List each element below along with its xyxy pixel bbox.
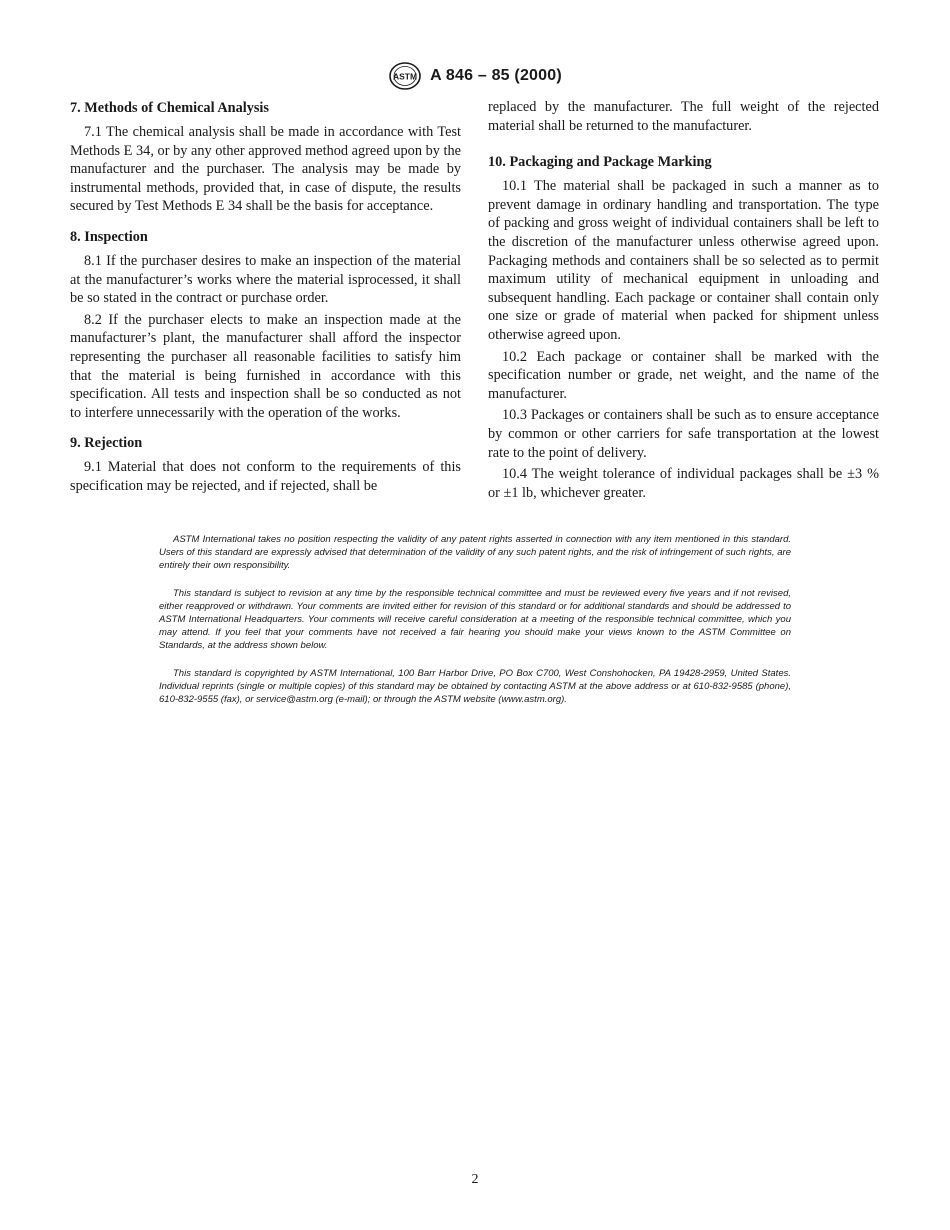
page-number: 2 [471, 1172, 479, 1187]
left-column [70, 98, 461, 496]
section-8-heading: 8. Inspection [70, 228, 148, 245]
paragraph-10-4: 10.4 The weight tolerance of individual packages shall be ±3 % or ±1 lb, whichever greater. [488, 466, 879, 501]
section-10-heading: 10. Packaging and Package Marking [488, 154, 712, 171]
svg-text:ASTM: ASTM [393, 71, 418, 82]
paragraph-10-1: 10.1 The material shall be packaged in such a manner as to prevent damage in ordinary handling and transportation. The type of packing and gross weight of individual containers shall be left to the discretion of the manufacturer unless otherwise agreed upon. Packaging methods and containers shall be so selected as to permit maximum utility of mechanical equipment in unloading and subsequent handling. Each package or container shall contain only one size or grade of material when packed for shipment unless otherwise agreed upon. [488, 178, 879, 343]
legal-notices [159, 533, 791, 706]
right-column [488, 98, 879, 502]
paragraph-9-1-part2: replaced by the manufacturer. The full weight of the rejected material shall be returned to the manufacturer. [488, 99, 879, 134]
section-7-heading: 7. Methods of Chemical Analysis [70, 100, 269, 116]
astm-logo-icon [388, 61, 422, 91]
page-header [0, 62, 950, 90]
paragraph-8-1: 8.1 If the purchaser desires to make an inspection of the material at the manufacturer’s works where the material isprocessed, it shall be so stated in the contract or purchase order. [70, 252, 461, 307]
paragraph-10-3: 10.3 Packages or containers shall be such as to ensure acceptance by common or other carriers for safe transportation at the lowest rate to the point of delivery. [488, 407, 879, 461]
section-9-heading: 9. Rejection [70, 435, 143, 452]
paragraph-7-1: 7.1 The chemical analysis shall be made in accordance with Test Methods E 34, or by any other approved method agreed upon by the manufacturer and the purchaser. The analysis may be made by instrumental methods, provided that, in case of dispute, the results secured by Test Methods E 34 shall be the basis for acceptance. [70, 124, 461, 215]
paragraph-10-2: 10.2 Each package or container shall be marked with the specification number or grade, net weight, and the name of the manufacturer. [488, 348, 879, 402]
copyright-notice: This standard is copyrighted by ASTM International, 100 Barr Harbor Drive, PO Box C700, West Conshohocken, PA 19428-2959, United States. Individual reprints (single or multiple copies) of this standard may be obtained by contacting ASTM at the above address or at 610-832-9585 (phone), 610-832-9555 (fax), or service@astm.org (e-mail); or through the ASTM website (www.astm.org). [159, 667, 791, 706]
paragraph-9-1-part1: 9.1 Material that does not conform to the requirements of this specification may be rejected, and if rejected, shall be [70, 459, 461, 494]
document-id: A 846 – 85 (2000) [430, 67, 562, 84]
revision-notice: This standard is subject to revision at any time by the responsible technical committee and must be reviewed every five years and if not revised, either reapproved or withdrawn. Your comments are invited either for revision of this standard or for additional standards and should be addressed to ASTM International Headquarters. Your comments will receive careful consideration at a meeting of the responsible technical committee, which you may attend. If you feel that your comments have not received a fair hearing you should make your views known to the ASTM Committee on Standards, at the address shown below. [159, 587, 791, 652]
paragraph-8-2: 8.2 If the purchaser elects to make an inspection made at the manufacturer’s plant, the manufacturer shall afford the inspector representing the purchaser all reasonable facilities to satisfy him that the material is being furnished in accordance with this specification. All tests and inspection shall be so conducted as not to interfere unnecessarily with the operation of the works. [70, 311, 461, 421]
patent-notice: ASTM International takes no position respecting the validity of any patent rights asserted in connection with any item mentioned in this standard. Users of this standard are expressly advised that determination of the validity of any such patent rights, and the risk of infringement of such rights, are entirely their own responsibility. [159, 534, 791, 572]
